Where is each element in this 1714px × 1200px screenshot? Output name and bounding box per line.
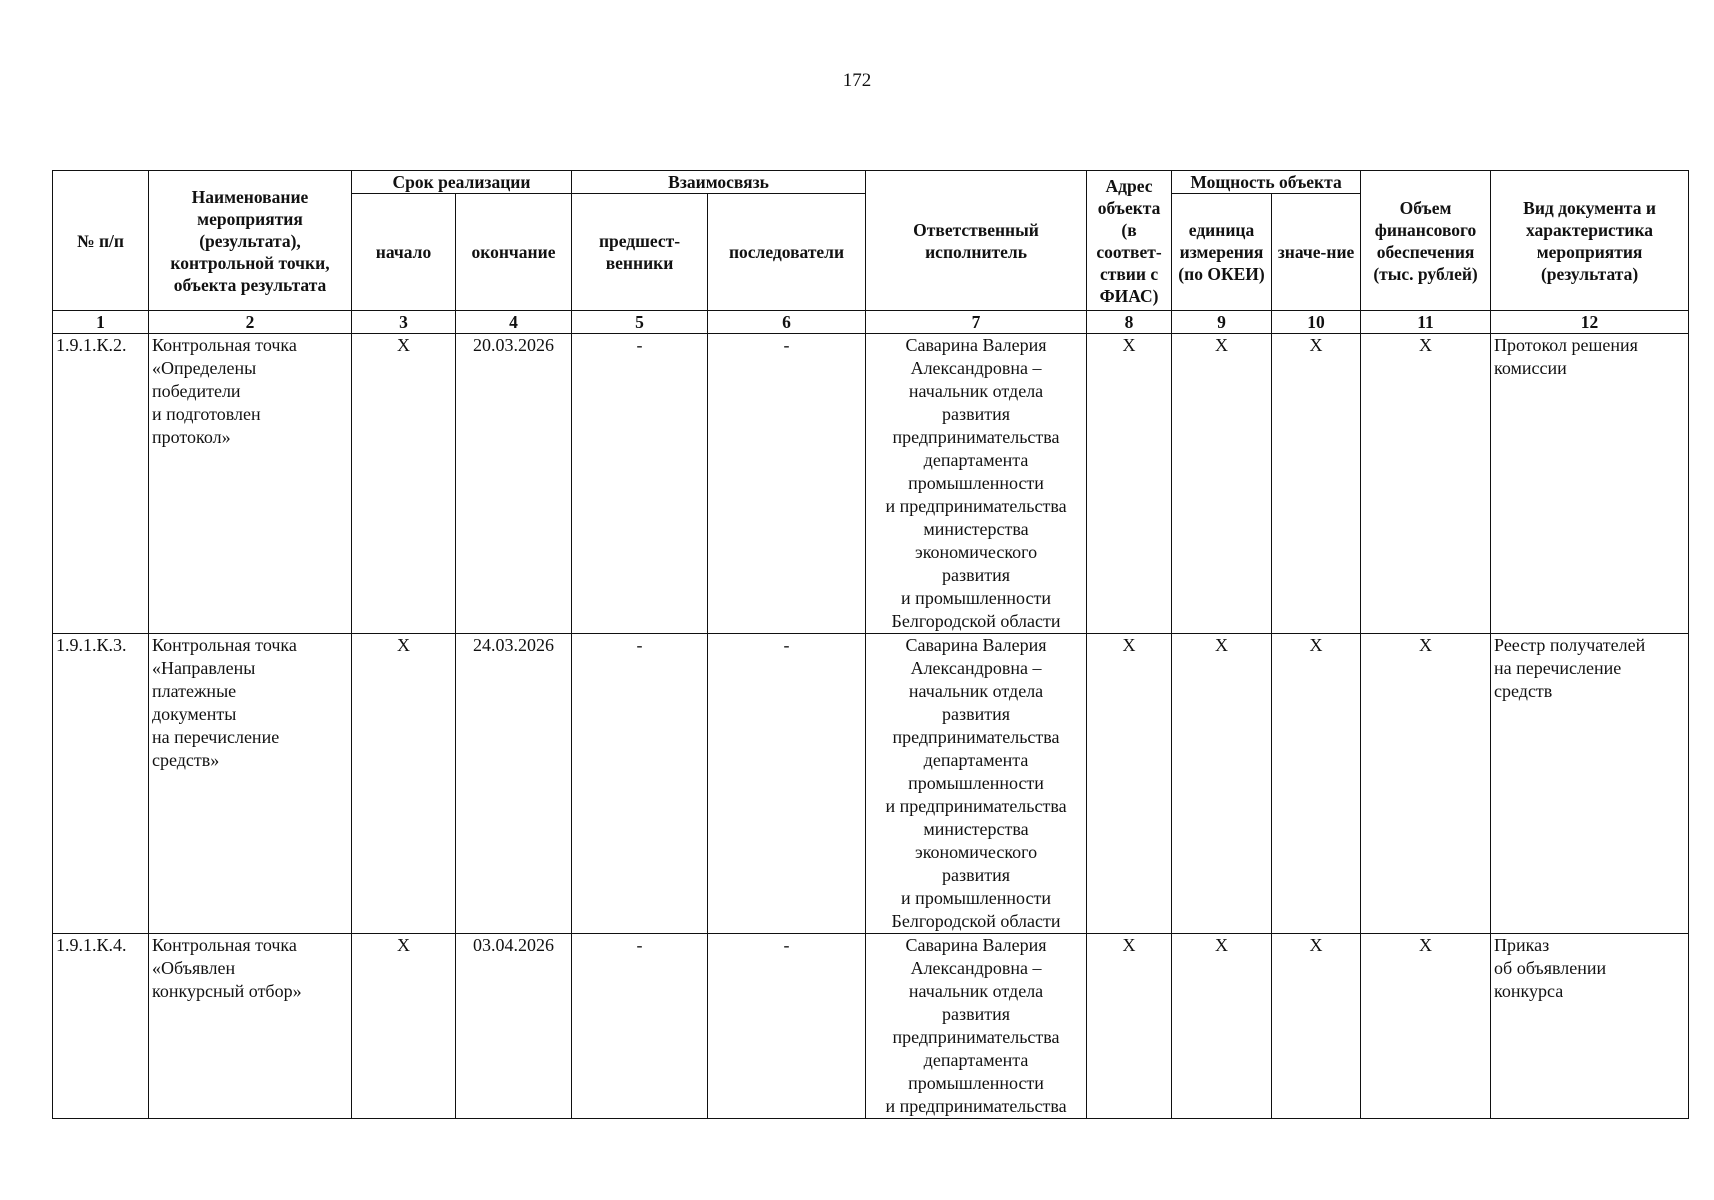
cell-address: X	[1087, 934, 1172, 1119]
cell-name-line: конкурсный отбор»	[152, 981, 302, 1001]
cell-name	[149, 334, 352, 634]
cell-responsible-line: предпринимательства	[892, 427, 1060, 447]
table-row	[53, 634, 1689, 934]
header-finance: Объем финансового обеспечения (тыс. рублей)	[1361, 171, 1491, 311]
cell-pred: -	[572, 634, 708, 934]
table-row	[53, 334, 1689, 634]
header-term-start: начало	[352, 194, 456, 311]
header-link-pred: предшест-венники	[572, 194, 708, 311]
cell-responsible-line: начальник отдела	[908, 681, 1044, 701]
cell-start: X	[352, 934, 456, 1119]
cell-responsible-line: развития	[942, 704, 1011, 724]
cell-responsible-line: Александровна –	[910, 658, 1042, 678]
cell-value: X	[1272, 934, 1361, 1119]
column-number: 12	[1491, 311, 1689, 334]
header-responsible: Ответственный исполнитель	[866, 171, 1087, 311]
cell-unit: X	[1172, 334, 1272, 634]
cell-name-line: Контрольная точка	[152, 335, 297, 355]
cell-responsible	[866, 934, 1087, 1119]
cell-responsible-line: министерства	[923, 819, 1029, 839]
cell-responsible-line: Александровна –	[910, 358, 1042, 378]
header-num: № п/п	[53, 171, 149, 311]
cell-name-line: средств»	[152, 750, 220, 770]
cell-responsible-line: департамента	[923, 450, 1029, 470]
cell-name-line: победители	[152, 381, 241, 401]
cell-responsible-line: развития	[942, 404, 1011, 424]
cell-doc	[1491, 634, 1689, 934]
cell-address: X	[1087, 334, 1172, 634]
column-number: 1	[53, 311, 149, 334]
cell-responsible-line: и предпринимательства	[885, 496, 1067, 516]
cell-doc-line: Приказ	[1494, 935, 1550, 955]
column-number: 5	[572, 311, 708, 334]
cell-num: 1.9.1.К.4.	[53, 934, 149, 1119]
cell-value: X	[1272, 334, 1361, 634]
cell-responsible-line: начальник отдела	[908, 381, 1044, 401]
header-term-group: Срок реализации	[352, 171, 572, 194]
cell-responsible-line: экономического	[914, 842, 1038, 862]
cell-responsible-line: промышленности	[908, 1073, 1044, 1093]
cell-num: 1.9.1.К.2.	[53, 334, 149, 634]
cell-doc-line: Реестр получателей	[1494, 635, 1646, 655]
column-numbers-row	[53, 311, 1689, 334]
cell-name-line: на перечисление	[152, 727, 280, 747]
cell-pred: -	[572, 334, 708, 634]
cell-responsible-line: Белгородской области	[891, 911, 1061, 931]
cell-responsible-line: и промышленности	[901, 888, 1051, 908]
cell-succ: -	[708, 934, 866, 1119]
cell-responsible-line: развития	[942, 1004, 1011, 1024]
column-number: 10	[1272, 311, 1361, 334]
header-link-succ: последователи	[708, 194, 866, 311]
cell-value: X	[1272, 634, 1361, 934]
cell-doc-line: на перечисление	[1494, 658, 1622, 678]
cell-end: 20.03.2026	[456, 334, 572, 634]
cell-doc-line: комиссии	[1494, 358, 1567, 378]
cell-doc-line: конкурса	[1494, 981, 1564, 1001]
column-number: 6	[708, 311, 866, 334]
page-number: 172	[842, 70, 872, 91]
cell-responsible-line: развития	[942, 865, 1011, 885]
cell-finance: X	[1361, 634, 1491, 934]
header-capacity-value: значе-ние	[1272, 194, 1361, 311]
column-number: 3	[352, 311, 456, 334]
header-capacity-unit: единица измерения (по ОКЕИ)	[1172, 194, 1272, 311]
cell-doc-line: Протокол решения	[1494, 335, 1638, 355]
cell-doc-line: об объявлении	[1494, 958, 1607, 978]
cell-end: 03.04.2026	[456, 934, 572, 1119]
cell-name	[149, 934, 352, 1119]
cell-responsible	[866, 634, 1087, 934]
cell-responsible-line: Саварина Валерия	[905, 935, 1047, 955]
cell-name-line: и подготовлен	[152, 404, 261, 424]
cell-doc	[1491, 934, 1689, 1119]
cell-address: X	[1087, 634, 1172, 934]
cell-responsible-line: и предпринимательства	[885, 796, 1067, 816]
cell-name-line: платежные	[152, 681, 237, 701]
cell-responsible-line: предпринимательства	[892, 1027, 1060, 1047]
cell-responsible-line: промышленности	[908, 473, 1044, 493]
cell-name-line: Контрольная точка	[152, 635, 297, 655]
cell-num: 1.9.1.К.3.	[53, 634, 149, 934]
column-number: 11	[1361, 311, 1491, 334]
table-row	[53, 934, 1689, 1119]
cell-responsible-line: департамента	[923, 750, 1029, 770]
cell-name-line: «Направлены	[152, 658, 256, 678]
header-name: Наименование мероприятия (результата), контрольной точки, объекта результата	[149, 171, 352, 311]
cell-responsible-line: департамента	[923, 1050, 1029, 1070]
column-number: 9	[1172, 311, 1272, 334]
cell-name-line: «Определены	[152, 358, 257, 378]
cell-responsible-line: министерства	[923, 519, 1029, 539]
cell-responsible-line: экономического	[914, 542, 1038, 562]
cell-name	[149, 634, 352, 934]
cell-doc-line: средств	[1494, 681, 1553, 701]
cell-name-line: протокол»	[152, 427, 231, 447]
header-address: Адрес объекта (в соответ-ствии с ФИАС)	[1087, 171, 1172, 311]
cell-succ: -	[708, 634, 866, 934]
cell-end: 24.03.2026	[456, 634, 572, 934]
cell-responsible-line: и промышленности	[901, 588, 1051, 608]
cell-start: X	[352, 634, 456, 934]
cell-responsible-line: развития	[942, 565, 1011, 585]
cell-succ: -	[708, 334, 866, 634]
cell-name-line: документы	[152, 704, 237, 724]
column-number: 8	[1087, 311, 1172, 334]
cell-finance: X	[1361, 334, 1491, 634]
header-term-end: окончание	[456, 194, 572, 311]
cell-responsible-line: и предпринимательства	[885, 1096, 1067, 1116]
header-doc: Вид документа и характеристика мероприятия (результата)	[1491, 171, 1689, 311]
cell-responsible-line: Александровна –	[910, 958, 1042, 978]
cell-responsible-line: Саварина Валерия	[905, 635, 1047, 655]
cell-responsible-line: Саварина Валерия	[905, 335, 1047, 355]
cell-responsible	[866, 334, 1087, 634]
column-number: 2	[149, 311, 352, 334]
header-capacity-group: Мощность объекта	[1172, 171, 1361, 194]
cell-responsible-line: Белгородской области	[891, 611, 1061, 631]
cell-name-line: Контрольная точка	[152, 935, 297, 955]
cell-start: X	[352, 334, 456, 634]
cell-name-line: «Объявлен	[152, 958, 236, 978]
cell-doc	[1491, 334, 1689, 634]
cell-responsible-line: предпринимательства	[892, 727, 1060, 747]
cell-unit: X	[1172, 934, 1272, 1119]
header-link-group: Взаимосвязь	[572, 171, 866, 194]
column-number: 7	[866, 311, 1087, 334]
column-number: 4	[456, 311, 572, 334]
cell-finance: X	[1361, 934, 1491, 1119]
cell-unit: X	[1172, 634, 1272, 934]
cell-responsible-line: начальник отдела	[908, 981, 1044, 1001]
control-points-table	[52, 170, 1689, 1119]
cell-pred: -	[572, 934, 708, 1119]
cell-responsible-line: промышленности	[908, 773, 1044, 793]
